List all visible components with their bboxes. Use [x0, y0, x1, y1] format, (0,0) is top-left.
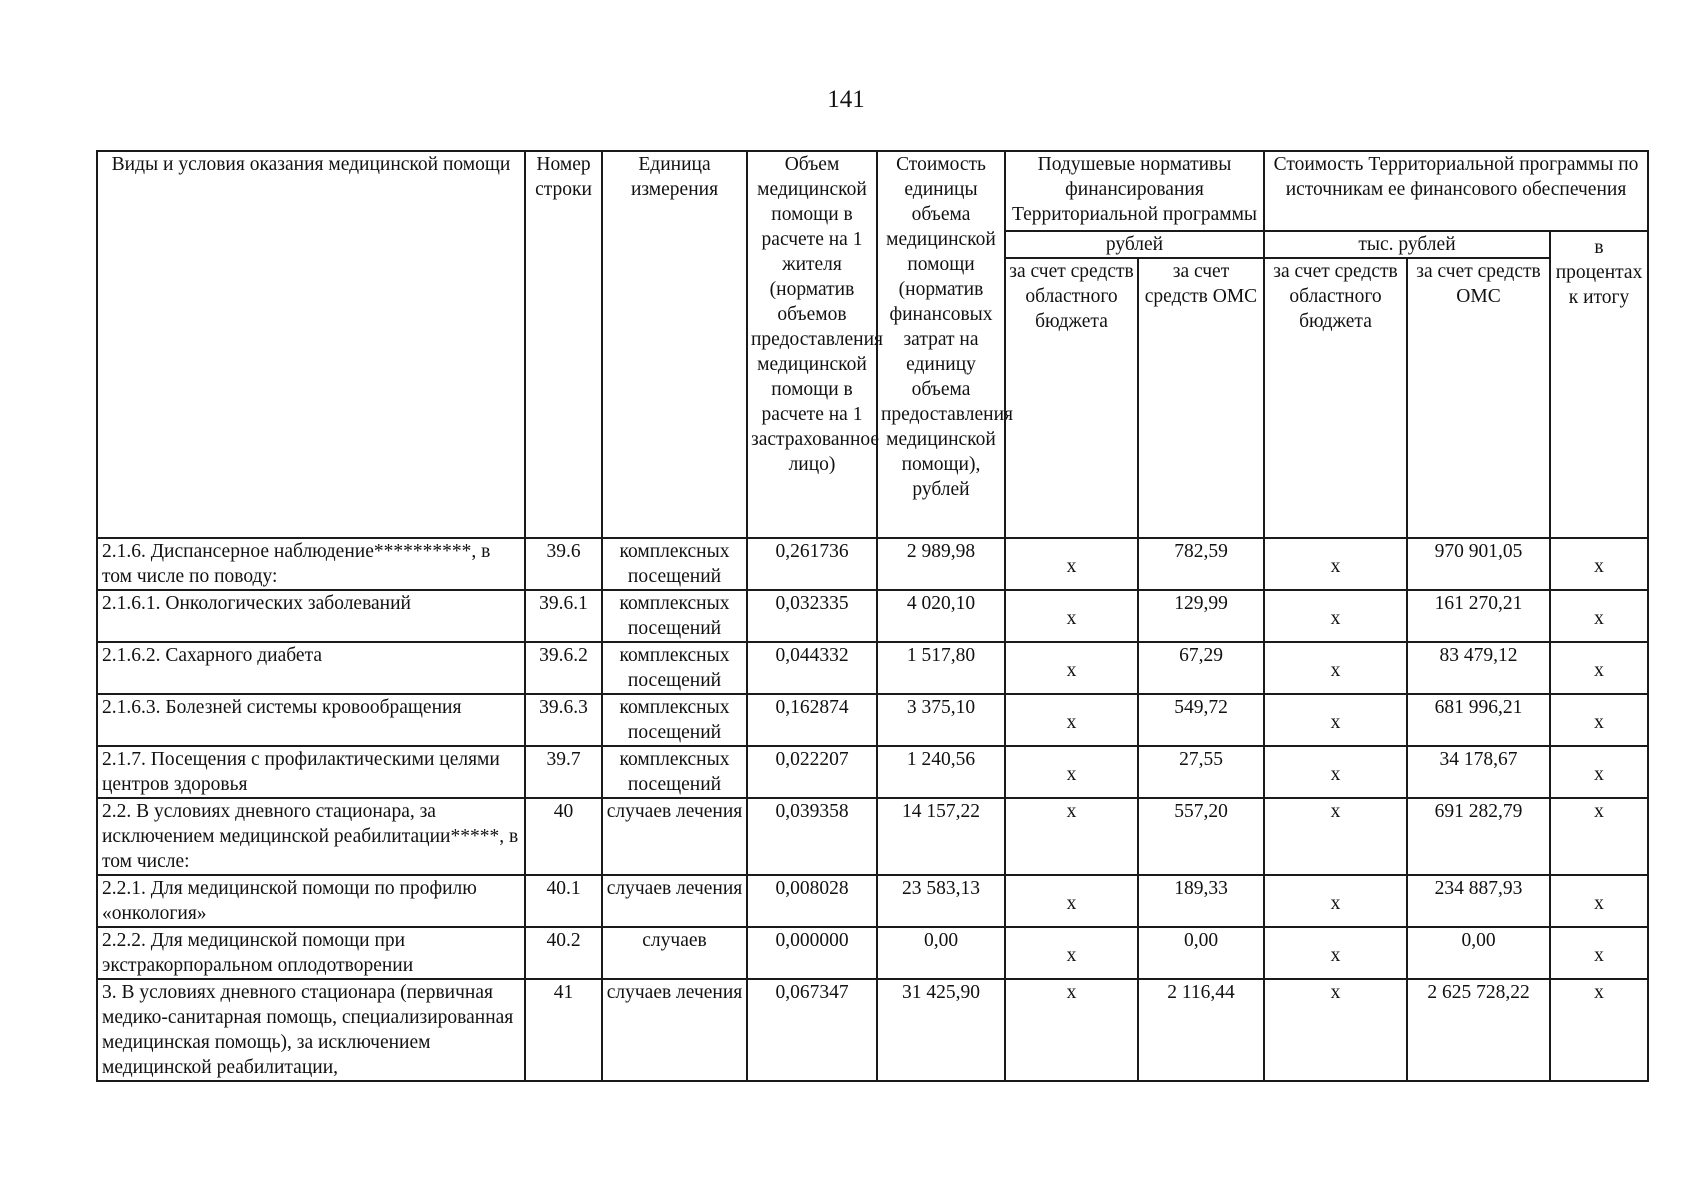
row-number: 40	[525, 798, 602, 875]
row-cost-omc: 2 625 728,22	[1407, 979, 1550, 1081]
row-unit: случаев	[602, 927, 747, 979]
row-cost-budget: х	[1264, 642, 1407, 694]
row-volume: 0,008028	[747, 875, 877, 927]
row-volume: 0,032335	[747, 590, 877, 642]
row-cost-omc: 161 270,21	[1407, 590, 1550, 642]
header-row-number: Номер строки	[525, 151, 602, 538]
table-row	[97, 538, 1648, 590]
row-unit: комплексных посещений	[602, 538, 747, 590]
row-cost: 1 240,56	[877, 746, 1005, 798]
row-norm-budget: х	[1005, 875, 1138, 927]
row-unit: случаев лечения	[602, 798, 747, 875]
table-row	[97, 979, 1648, 1081]
row-volume: 0,022207	[747, 746, 877, 798]
table-row	[97, 694, 1648, 746]
row-cost-budget: х	[1264, 927, 1407, 979]
header-norm-regional-budget: за счет средств областного бюджета	[1005, 258, 1138, 538]
row-percent: х	[1550, 927, 1648, 979]
row-norm-omc: 189,33	[1138, 875, 1264, 927]
table-row	[97, 927, 1648, 979]
header-program-cost: Стоимость Территориальной программы по источникам ее финансового обеспечения	[1264, 151, 1648, 231]
row-percent: х	[1550, 746, 1648, 798]
row-cost: 23 583,13	[877, 875, 1005, 927]
row-cost-budget: х	[1264, 875, 1407, 927]
table-row	[97, 875, 1648, 927]
header-cost-regional-budget: за счет средств областного бюджета	[1264, 258, 1407, 538]
row-norm-omc: 782,59	[1138, 538, 1264, 590]
row-norm-budget: х	[1005, 979, 1138, 1081]
row-percent: х	[1550, 642, 1648, 694]
row-cost-budget: х	[1264, 979, 1407, 1081]
header-unit-cost: Стоимость единицы объема медицинской помощи (норматив финансовых затрат на единицу объема предоставления медицинской помощи), рублей	[877, 151, 1005, 538]
financing-table	[96, 150, 1649, 1082]
row-name: 2.1.6.3. Болезней системы кровообращения	[97, 694, 525, 746]
row-unit: комплексных посещений	[602, 694, 747, 746]
row-volume: 0,261736	[747, 538, 877, 590]
row-name: 2.1.6.2. Сахарного диабета	[97, 642, 525, 694]
row-cost-budget: х	[1264, 798, 1407, 875]
row-volume: 0,162874	[747, 694, 877, 746]
row-norm-omc: 27,55	[1138, 746, 1264, 798]
row-unit: комплексных посещений	[602, 642, 747, 694]
row-norm-budget: х	[1005, 746, 1138, 798]
row-number: 39.6.2	[525, 642, 602, 694]
row-cost: 31 425,90	[877, 979, 1005, 1081]
header-per-capita-norms: Подушевые нормативы финансирования Территориальной программы	[1005, 151, 1264, 231]
row-norm-omc: 129,99	[1138, 590, 1264, 642]
row-cost: 1 517,80	[877, 642, 1005, 694]
row-number: 39.6.1	[525, 590, 602, 642]
row-cost-budget: х	[1264, 694, 1407, 746]
row-unit: комплексных посещений	[602, 590, 747, 642]
row-norm-budget: х	[1005, 927, 1138, 979]
row-volume: 0,039358	[747, 798, 877, 875]
row-volume: 0,000000	[747, 927, 877, 979]
row-number: 39.6.3	[525, 694, 602, 746]
table-row	[97, 642, 1648, 694]
table-row	[97, 798, 1648, 875]
row-cost-omc: 681 996,21	[1407, 694, 1550, 746]
row-cost-omc: 970 901,05	[1407, 538, 1550, 590]
row-percent: х	[1550, 538, 1648, 590]
row-name: 2.1.6.1. Онкологических заболеваний	[97, 590, 525, 642]
header-norm-omc: за счет средств ОМС	[1138, 258, 1264, 538]
row-cost-omc: 234 887,93	[1407, 875, 1550, 927]
row-norm-omc: 549,72	[1138, 694, 1264, 746]
row-number: 40.1	[525, 875, 602, 927]
row-cost: 2 989,98	[877, 538, 1005, 590]
row-number: 39.6	[525, 538, 602, 590]
row-unit: случаев лечения	[602, 875, 747, 927]
header-thousand-rubles: тыс. рублей	[1264, 231, 1550, 258]
row-norm-omc: 67,29	[1138, 642, 1264, 694]
row-cost: 4 020,10	[877, 590, 1005, 642]
header-percent-total: в процентах к итогу	[1550, 231, 1648, 538]
row-number: 39.7	[525, 746, 602, 798]
table-row	[97, 746, 1648, 798]
row-name: 2.2. В условиях дневного стационара, за исключением медицинской реабилитации*****, в том числе:	[97, 798, 525, 875]
row-unit: случаев лечения	[602, 979, 747, 1081]
row-number: 41	[525, 979, 602, 1081]
row-name: 2.1.6. Диспансерное наблюдение**********, в том числе по поводу:	[97, 538, 525, 590]
row-unit: комплексных посещений	[602, 746, 747, 798]
row-cost-omc: 83 479,12	[1407, 642, 1550, 694]
row-cost-budget: х	[1264, 746, 1407, 798]
row-norm-budget: х	[1005, 590, 1138, 642]
row-norm-omc: 0,00	[1138, 927, 1264, 979]
row-norm-budget: х	[1005, 798, 1138, 875]
row-name: 2.2.2. Для медицинской помощи при экстракорпоральном оплодотворении	[97, 927, 525, 979]
row-cost: 0,00	[877, 927, 1005, 979]
row-percent: х	[1550, 694, 1648, 746]
row-percent: х	[1550, 979, 1648, 1081]
row-volume: 0,044332	[747, 642, 877, 694]
row-cost-omc: 691 282,79	[1407, 798, 1550, 875]
row-cost-omc: 0,00	[1407, 927, 1550, 979]
row-norm-budget: х	[1005, 694, 1138, 746]
header-rubles: рублей	[1005, 231, 1264, 258]
page-number: 141	[827, 86, 865, 113]
row-name: 2.2.1. Для медицинской помощи по профилю «онкология»	[97, 875, 525, 927]
row-cost: 3 375,10	[877, 694, 1005, 746]
header-type-conditions: Виды и условия оказания медицинской помощи	[97, 151, 525, 538]
row-name: 2.1.7. Посещения с профилактическими целями центров здоровья	[97, 746, 525, 798]
row-volume: 0,067347	[747, 979, 877, 1081]
row-norm-omc: 557,20	[1138, 798, 1264, 875]
row-norm-omc: 2 116,44	[1138, 979, 1264, 1081]
row-percent: х	[1550, 590, 1648, 642]
header-unit: Единица измерения	[602, 151, 747, 538]
header-volume: Объем медицинской помощи в расчете на 1 жителя (норматив объемов предоставления медицинской помощи в расчете на 1 застрахованное лицо)	[747, 151, 877, 538]
row-norm-budget: х	[1005, 642, 1138, 694]
row-cost-omc: 34 178,67	[1407, 746, 1550, 798]
table-row	[97, 590, 1648, 642]
row-norm-budget: х	[1005, 538, 1138, 590]
row-cost: 14 157,22	[877, 798, 1005, 875]
row-percent: х	[1550, 875, 1648, 927]
row-cost-budget: х	[1264, 538, 1407, 590]
row-name: 3. В условиях дневного стационара (первичная медико-санитарная помощь, специализированная медицинская помощь), за исключением медицинской реабилитации,	[97, 979, 525, 1081]
row-cost-budget: х	[1264, 590, 1407, 642]
header-cost-omc: за счет средств ОМС	[1407, 258, 1550, 538]
row-percent: х	[1550, 798, 1648, 875]
row-number: 40.2	[525, 927, 602, 979]
